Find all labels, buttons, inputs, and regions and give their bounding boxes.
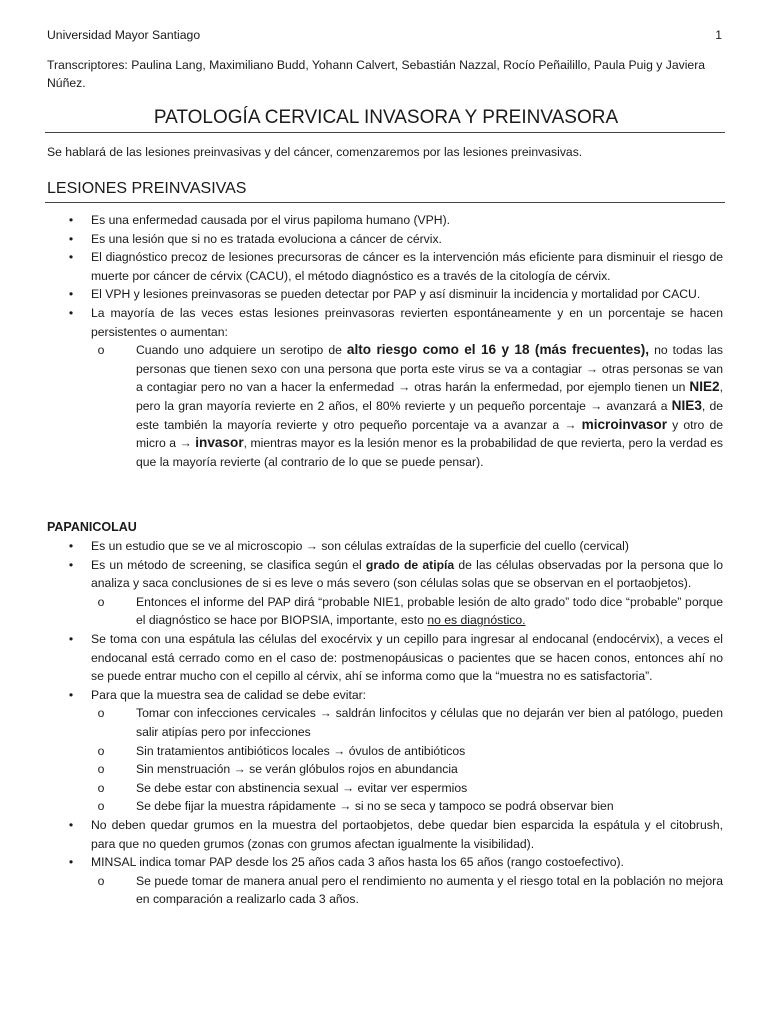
list-item: • Es una lesión que si no es tratada evoluciona a cáncer de cérvix.: [47, 230, 723, 249]
arrow-icon: →: [341, 780, 355, 795]
arrow-icon: →: [339, 799, 352, 814]
arrow-icon: →: [590, 398, 603, 413]
transcriptores-line: Transcriptores: Paulina Lang, Maximiliano Budd, Yohann Calvert, Sebastián Nazzal, Rocío Peñailillo, Paula Puig y Javiera Núñez.: [47, 58, 706, 90]
sub-list: [91, 872, 723, 909]
sub-list-item: o Entonces el informe del PAP dirá “probable NIE1, probable lesión de alto grado” todo dice “probable” porque el diagnóstico se hace por BIOPSIA, importante, esto no es diagnóstico.: [91, 593, 723, 630]
sub-list-item: o Se puede tomar de manera anual pero el rendimiento no aumenta y el riesgo total en la población no mejora en comparación a realizarlo cada 3 años.: [91, 872, 723, 909]
sub-bullet-marker: o: [97, 706, 105, 721]
arrow-icon: →: [564, 417, 577, 432]
list-item: • Se toma con una espátula las células del exocérvix y un cepillo para ingresar al endocanal (endocérvix), a veces el endocanal está cerrado como en el caso de: postmenopáusicas o pacientes que se hacen conos, entonces ahí no se puede entrar mucho con el cepillo al cérvix, ahí se informa como que la “muestra no es satisfactoria”.: [47, 630, 723, 686]
list-item: • Es un método de screening, se clasifica según el grado de atipía de las células observadas por la persona que lo analiza y saca conclusiones de si es leve o más severo (son células solas que se observan en el portaobjetos). o Entonces el informe del PAP dirá “probable NIE1, probable lesión de alto grado” todo dice “probable” porque el diagnóstico se hace por BIOPSIA, importante, esto no es diagnóstico.: [47, 556, 723, 630]
bullet-marker: •: [68, 631, 74, 646]
sub-bullet-marker: o: [97, 780, 105, 795]
sub-list-item: o Sin menstruación → se verán glóbulos rojos en abundancia: [91, 760, 723, 779]
sub-list-item: o Cuando uno adquiere un serotipo de alto riesgo como el 16 y 18 (más frecuentes), no todas las personas que tienen sexo con una persona que porta este virus se va a contagiar → otras personas se van a contagiar pero no van a hacer la enfermedad → otras harán la enfermedad, por ejemplo tienen un NIE2, pero la gran mayoría revierte en 2 años, el 80% revierte y un pequeño porcentaje → avanzará a NIE3, de este también la mayoría revierte y otro pequeño porcentaje va a avanzar a → microinvasor y otro de micro a → invasor, mientras mayor es la lesión menor es la probabilidad de que revierta, pero la verdad es que la mayoría revierte (al contrario de lo que se puede pensar).: [91, 341, 723, 471]
sub-list-item: o Se debe estar con abstinencia sexual → evitar ver espermios: [91, 779, 723, 798]
sub-bullet-marker: o: [97, 799, 105, 814]
section-heading-papanicolau: PAPANICOLAU: [47, 520, 137, 534]
arrow-icon: →: [319, 706, 332, 721]
list-item: • La mayoría de las veces estas lesiones preinvasoras revierten espontáneamente y en un porcentaje se hacen persistentes o aumentan: o Cuando uno adquiere un serotipo de alto riesgo como el 16 y 18 (más frecuentes), no todas las personas que tienen sexo con una persona que porta este virus se va a contagiar → otras personas se van a contagiar pero no van a hacer la enfermedad → otras harán la enfermedad, por ejemplo tienen un NIE2, pero la gran mayoría revierte en 2 años, el 80% revierte y un pequeño porcentaje → avanzará a NIE3, de este también la mayoría revierte y otro pequeño porcentaje va a avanzar a → microinvasor y otro de micro a → invasor, mientras mayor es la lesión menor es la probabilidad de que revierta, pero la verdad es que la mayoría revierte (al contrario de lo que se puede pensar).: [47, 304, 723, 471]
list-item: • MINSAL indica tomar PAP desde los 25 años cada 3 años hasta los 65 años (rango costoefectivo). o Se puede tomar de manera anual pero el rendimiento no aumenta y el riesgo total en la población no mejora en comparación a realizarlo cada 3 años.: [47, 853, 723, 909]
papanicolau-list: [47, 537, 723, 909]
sub-list: [91, 593, 723, 630]
sub-list: [91, 704, 723, 816]
lesiones-list: [47, 211, 723, 471]
list-item: • Para que la muestra sea de calidad se debe evitar: o Tomar con infecciones cervicales → saldrán linfocitos y células que no dejarán ver bien al patólogo, pueden salir atipías pero por infecciones o Sin tratamientos antibióticos locales → óvulos de antibióticos o Sin menstruación → se verán glóbulos rojos en abundancia o Se debe estar con abstinencia sexual → evitar ver espermios o Se debe fijar la muestra rápidamente → si no se seca y tampoco se podrá observar bien: [47, 686, 723, 816]
sub-bullet-marker: o: [97, 873, 105, 888]
bullet-marker: •: [68, 817, 74, 832]
arrow-icon: →: [179, 436, 192, 451]
arrow-icon: →: [305, 539, 318, 553]
bullet-marker: •: [68, 287, 74, 302]
list-item: • Es un estudio que se ve al microscopio → son células extraídas de la superficie del cuello (cervical): [47, 537, 723, 556]
arrow-icon: →: [333, 743, 346, 758]
page-number: 1: [715, 28, 722, 42]
document-title: PATOLOGÍA CERVICAL INVASORA Y PREINVASORA: [153, 107, 619, 128]
bullet-marker: •: [68, 557, 74, 572]
section-heading-lesiones: LESIONES PREINVASIVAS: [47, 180, 247, 197]
arrow-icon: →: [585, 361, 599, 376]
bullet-marker: •: [68, 855, 74, 870]
sub-bullet-marker: o: [97, 594, 105, 609]
bullet-marker: •: [68, 231, 74, 246]
header-institution: Universidad Mayor Santiago: [47, 28, 201, 42]
list-item: • Es una enfermedad causada por el virus papiloma humano (VPH).: [47, 211, 723, 230]
sub-list-item: o Se debe fijar la muestra rápidamente → si no se seca y tampoco se podrá observar bien: [91, 797, 723, 816]
bullet-marker: •: [68, 305, 74, 320]
bullet-marker: •: [68, 539, 74, 553]
bullet-marker: •: [68, 687, 74, 702]
page-header: [47, 27, 722, 43]
title-divider: [45, 132, 725, 133]
sub-bullet-marker: o: [97, 743, 105, 758]
list-item: • El VPH y lesiones preinvasoras se pueden detectar por PAP y así disminuir la incidencia y mortalidad por CACU.: [47, 285, 723, 304]
list-item: • No deben quedar grumos en la muestra del portaobjetos, debe quedar bien esparcida la espátula y el citobrush, para que no queden grumos (zonas con grumos afectan igualmente la visibilidad).: [47, 816, 723, 853]
bullet-marker: •: [68, 250, 74, 265]
bullet-marker: •: [68, 213, 74, 227]
intro-paragraph: Se hablará de las lesiones preinvasivas y del cáncer, comenzaremos por las lesiones preinvasivas.: [47, 145, 583, 159]
arrow-icon: →: [398, 380, 411, 395]
sub-list-item: o Tomar con infecciones cervicales → saldrán linfocitos y células que no dejarán ver bien al patólogo, pueden salir atipías pero por infecciones: [91, 704, 723, 741]
section-divider: [45, 202, 725, 203]
sub-list: [91, 341, 723, 471]
arrow-icon: →: [233, 762, 246, 777]
sub-bullet-marker: o: [97, 343, 105, 358]
sub-list-item: o Sin tratamientos antibióticos locales → óvulos de antibióticos: [91, 742, 723, 761]
sub-bullet-marker: o: [97, 762, 105, 777]
list-item: • El diagnóstico precoz de lesiones precursoras de cáncer es la intervención más eficiente para disminuir el riesgo de muerte por cáncer de cérvix (CACU), el método diagnóstico es a través de la citología de cérvix.: [47, 248, 723, 285]
